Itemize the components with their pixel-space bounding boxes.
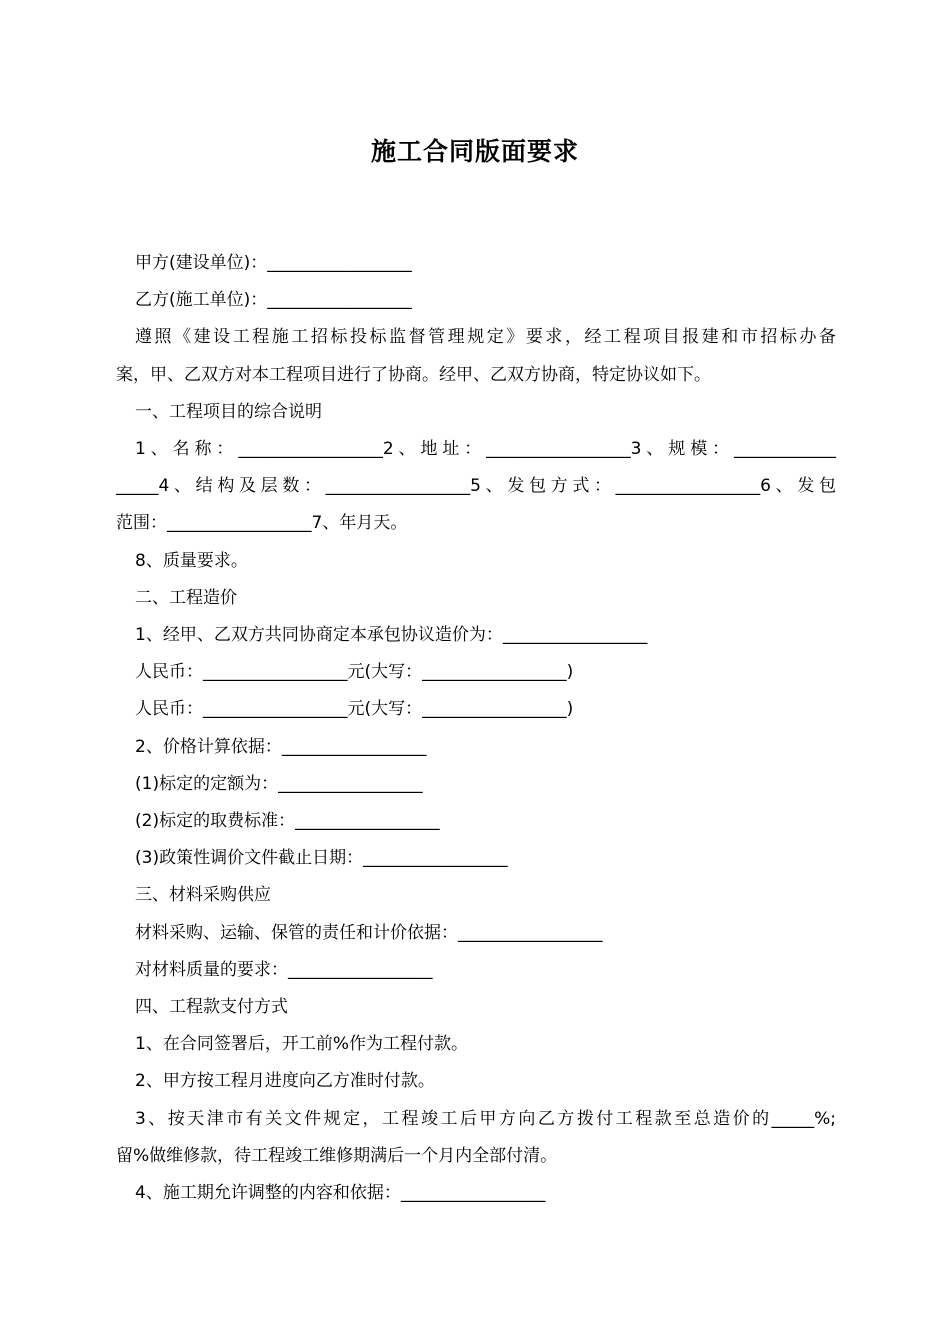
quality-requirement-line: 8、质量要求。 <box>135 550 248 571</box>
pricing-basis-line: 2、价格计算依据：_________________ <box>135 736 427 757</box>
party-b-line: 乙方(施工单位)：_________________ <box>135 290 412 311</box>
rmb-line-2: 人民币：_________________元(大写：_________________) <box>135 699 574 720</box>
payment-item-4: 4、施工期允许调整的内容和依据：_________________ <box>135 1183 546 1204</box>
preamble-line-2: 案，甲、乙双方对本工程项目进行了协商。经甲、乙双方协商，特定协议如下。 <box>116 364 711 385</box>
material-responsibility-line: 材料采购、运输、保管的责任和计价依据：_________________ <box>135 922 603 943</box>
quota-line: (1)标定的定额为：_________________ <box>135 773 423 794</box>
contract-price-line: 1、经甲、乙双方共同协商定本承包协议造价为：_________________ <box>135 625 648 646</box>
preamble-line-1: 遵照《建设工程施工招标投标监督管理规定》要求，经工程项目报建和市招标办备 <box>135 327 836 348</box>
payment-item-1: 1、在合同签署后，开工前%作为工程付款。 <box>135 1034 468 1055</box>
rmb-line-1: 人民币：_________________元(大写：_________________) <box>135 662 574 683</box>
section-heading-3: 三、材料采购供应 <box>135 885 271 906</box>
party-a-line: 甲方(建设单位)：_________________ <box>135 253 412 273</box>
document-title: 施工合同版面要求 <box>370 137 579 166</box>
policy-deadline-line: (3)政策性调价文件截止日期：_________________ <box>135 848 508 869</box>
payment-item-3-line-1: 3、按天津市有关文件规定，工程竣工后甲方向乙方拨付工程款至总造价的_____%; <box>135 1108 836 1129</box>
payment-item-2: 2、甲方按工程月进度向乙方准时付款。 <box>135 1071 435 1092</box>
material-quality-line: 对材料质量的要求：_________________ <box>135 959 433 980</box>
section-heading-1: 一、工程项目的综合说明 <box>135 401 322 422</box>
project-info-line-3: 范围：_________________7、年月天。 <box>116 513 408 534</box>
fee-standard-line: (2)标定的取费标准：_________________ <box>135 811 440 832</box>
project-info-line-1: 1、名称：_________________2、地址：_________________3、规模：____________ <box>135 439 836 460</box>
project-info-line-2: _____4、结构及层数：_________________5、发包方式：_________________6、发包 <box>116 476 836 497</box>
payment-item-3-line-2: 留%做维修款，待工程竣工维修期满后一个月内全部付清。 <box>116 1145 558 1166</box>
section-heading-4: 四、工程款支付方式 <box>135 997 288 1018</box>
document-body <box>116 245 836 1212</box>
section-heading-2: 二、工程造价 <box>135 587 237 608</box>
